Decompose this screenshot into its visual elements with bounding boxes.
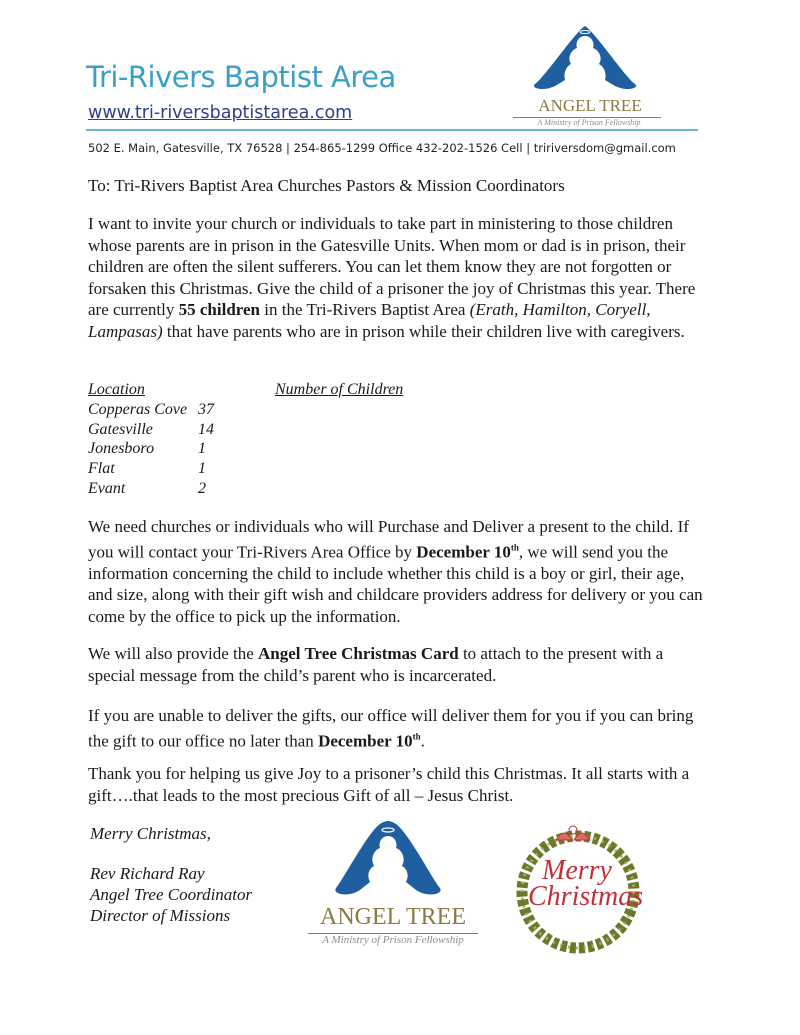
table-row: Flat 1 xyxy=(88,460,206,478)
logo-tagline: A Ministry of Prison Fellowship xyxy=(537,118,641,127)
signature-block xyxy=(90,863,252,926)
signer-title-2: Director of Missions xyxy=(90,906,231,925)
paragraph-request: We need churches or individuals who will Purchase and Deliver a present to the child. If you will contact your Tri-Rivers Area Office by December 10th, we will send you the information concerning the child to include whether this child is a boy or girl, their age, and size, along with their gift wish and childcare providers address for delivery or you can come by the office to pick up the information. xyxy=(88,517,703,626)
paragraph-thanks: Thank you for helping us give Joy to a prisoner’s child this Christmas. It all starts with a gift….that leads to the most precious Gift of all – Jesus Christ. xyxy=(88,764,690,805)
logo-text: ANGEL TREE xyxy=(320,904,466,930)
salutation: Merry Christmas, xyxy=(90,824,211,843)
christmas-text: Merry Christmas xyxy=(528,855,644,912)
children-table xyxy=(88,380,403,499)
paragraph-invitation: I want to invite your church or individuals to take part in ministering to those children whose parents are in prison in the Gatesville Units. When mom or dad is in prison, their children are often the silent sufferers. You can let them know they are not forgotten or forsaken this Christmas. Give the child of a prisoner the joy of Christmas this year. There are currently 55 children in the Tri-Rivers Baptist Area (Erath, Hamilton, Coryell, Lampasas) that have parents who are in prison while their children live with caregivers. xyxy=(88,214,696,341)
angel-tree-logo-top xyxy=(505,22,665,127)
merry-christmas-wreath xyxy=(508,820,648,955)
table-header: Location Number of Children xyxy=(88,381,404,398)
angel-icon xyxy=(505,22,665,92)
logo-text: ANGEL TREE xyxy=(538,96,642,115)
table-row: Jonesboro 1 xyxy=(88,440,206,458)
paragraph-card: We will also provide the Angel Tree Christmas Card to attach to the present with a special message from the child’s parent who is incarcerated. xyxy=(88,644,664,685)
signer-name: Rev Richard Ray xyxy=(90,864,205,883)
contact-line: 502 E. Main, Gatesville, TX 76528 | 254-865-1299 Office 432-202-1526 Cell | tririversdom@gmail.com xyxy=(88,141,676,155)
angel-icon xyxy=(308,818,478,898)
website-link[interactable]: www.tri-riversbaptistarea.com xyxy=(88,103,353,123)
paragraph-delivery: If you are unable to deliver the gifts, our office will deliver them for you if you can bring the gift to our office no later than December 10th. xyxy=(88,706,694,751)
org-name: Tri-Rivers Baptist Area xyxy=(86,60,396,94)
table-row: Copperas Cove 37 xyxy=(88,400,214,418)
logo-tagline: A Ministry of Prison Fellowship xyxy=(322,934,464,946)
header-divider xyxy=(86,129,698,131)
table-row: Gatesville 14 xyxy=(88,420,214,438)
recipient-line: To: Tri-Rivers Baptist Area Churches Pastors & Mission Coordinators xyxy=(88,176,565,195)
signer-title: Angel Tree Coordinator xyxy=(90,885,253,904)
table-row: Evant 2 xyxy=(88,479,206,497)
angel-tree-logo-bottom xyxy=(308,818,478,953)
